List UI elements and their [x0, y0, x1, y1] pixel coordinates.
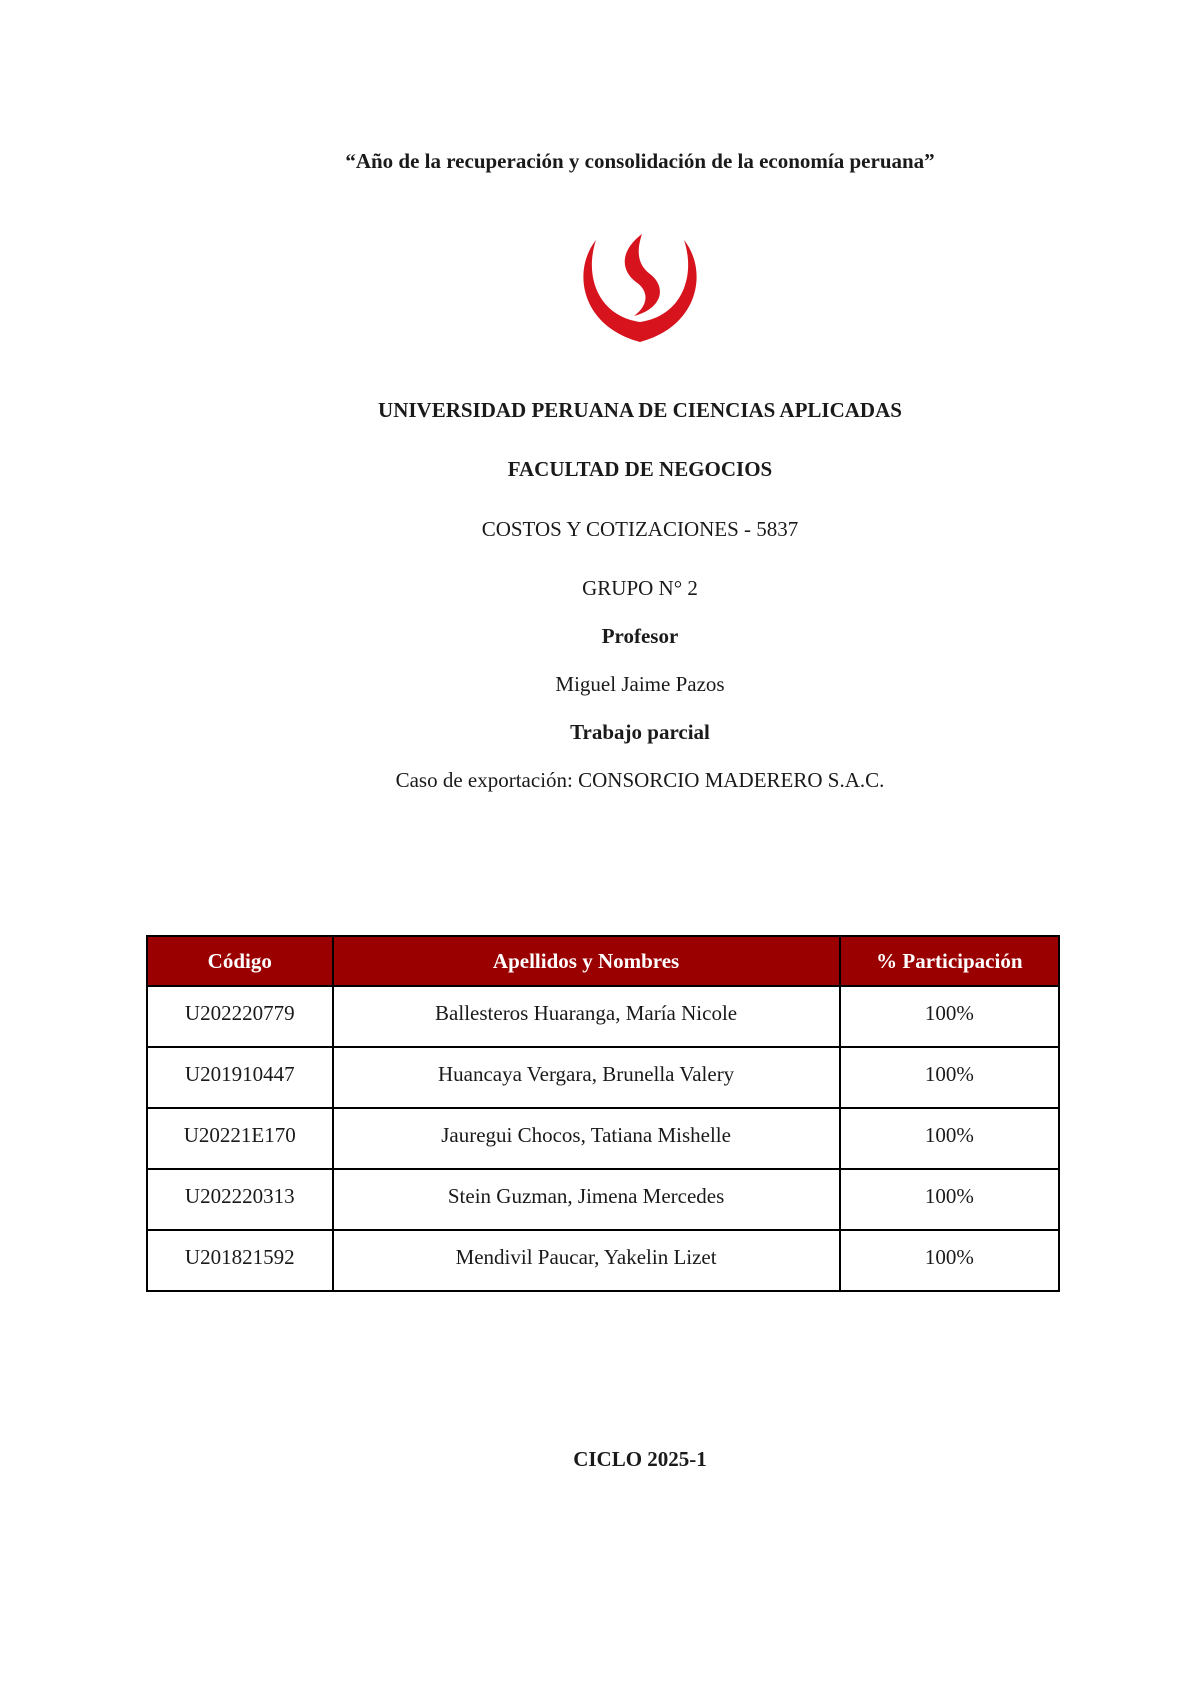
faculty-name: FACULTAD DE NEGOCIOS: [507, 457, 773, 481]
student-name: Ballesteros Huaranga, María Nicole: [333, 986, 840, 1047]
assignment-label: Trabajo parcial: [570, 720, 710, 744]
course-name: COSTOS Y COTIZACIONES - 5837: [481, 517, 799, 541]
participation-value: 100%: [840, 1047, 1059, 1108]
column-header-code: Código: [147, 936, 333, 986]
student-code: U202220313: [147, 1169, 333, 1230]
table-row: [147, 1230, 1059, 1291]
professor-name: Miguel Jaime Pazos: [555, 672, 725, 696]
upc-logo: [578, 230, 703, 348]
student-code: U202220779: [147, 986, 333, 1047]
column-header-names: Apellidos y Nombres: [333, 936, 840, 986]
table-row: [147, 986, 1059, 1047]
student-name: Mendivil Paucar, Yakelin Lizet: [333, 1230, 840, 1291]
logo-flame: [625, 234, 660, 316]
academic-cycle: CICLO 2025-1: [573, 1447, 707, 1471]
university-name: UNIVERSIDAD PERUANA DE CIENCIAS APLICADAS: [378, 398, 902, 422]
student-name: Jauregui Chocos, Tatiana Mishelle: [333, 1108, 840, 1169]
group-number: GRUPO N° 2: [582, 576, 698, 600]
student-code: U201910447: [147, 1047, 333, 1108]
table-header-row: [147, 936, 1059, 986]
national-motto: “Año de la recuperación y consolidación de la economía peruana”: [345, 149, 935, 173]
participation-value: 100%: [840, 1108, 1059, 1169]
participation-value: 100%: [840, 1230, 1059, 1291]
table-row: [147, 1169, 1059, 1230]
student-name: Stein Guzman, Jimena Mercedes: [333, 1169, 840, 1230]
student-code: U20221E170: [147, 1108, 333, 1169]
table-row: [147, 1108, 1059, 1169]
assignment-title: Caso de exportación: CONSORCIO MADERERO S.A.C.: [395, 768, 885, 792]
student-code: U201821592: [147, 1230, 333, 1291]
participation-value: 100%: [840, 986, 1059, 1047]
column-header-participation: % Participación: [840, 936, 1059, 986]
members-table: [146, 935, 1060, 1292]
table-row: [147, 1047, 1059, 1108]
professor-label: Profesor: [601, 624, 679, 648]
logo-crescent: [583, 240, 696, 342]
participation-value: 100%: [840, 1169, 1059, 1230]
student-name: Huancaya Vergara, Brunella Valery: [333, 1047, 840, 1108]
